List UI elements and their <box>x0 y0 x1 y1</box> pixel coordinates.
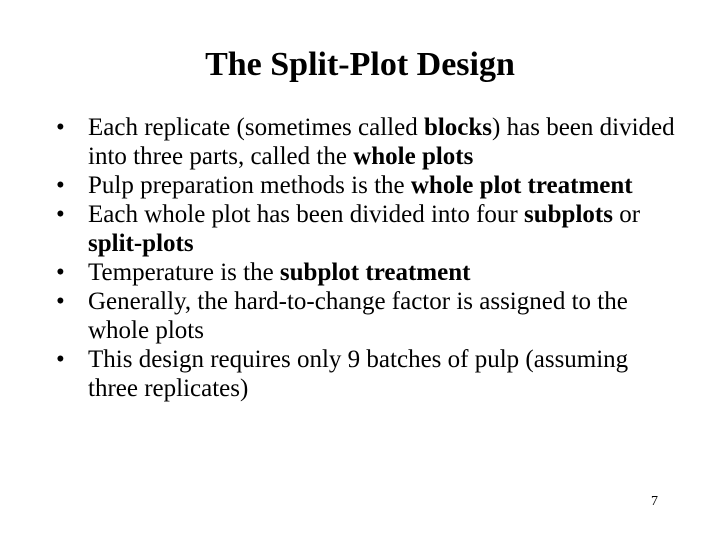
slide-title: The Split-Plot Design <box>205 46 515 83</box>
bullet-text: or <box>612 201 641 228</box>
bullet-bold-text: whole plot treatment <box>410 172 633 199</box>
bullet-text: This design requires only 9 batches of pulp (assuming three replicates) <box>88 346 629 402</box>
bullet-bold-text: subplots <box>524 201 613 228</box>
bullet-item <box>56 345 676 403</box>
bullet-dot: • <box>56 201 65 228</box>
bullet-text: Temperature is the <box>88 259 280 286</box>
bullet-text: Generally, the hard-to-change factor is assigned to the whole plots <box>88 288 628 344</box>
bullet-bold-text: subplot treatment <box>279 259 471 286</box>
bullet-item <box>56 200 676 258</box>
bullet-text: ) has been divided into three parts, called the <box>88 114 675 170</box>
bullet-dot: • <box>56 114 65 141</box>
bullet-item <box>56 258 676 287</box>
bullet-bold-text: split-plots <box>88 230 194 257</box>
bullet-bold-text: blocks <box>423 114 493 141</box>
bullet-item <box>56 171 676 200</box>
bullet-text: Each whole plot has been divided into four <box>88 201 524 228</box>
bullet-dot: • <box>56 288 65 315</box>
bullet-text: Pulp preparation methods is the <box>88 172 411 199</box>
bullet-dot: • <box>56 346 65 373</box>
bullet-item <box>56 287 676 345</box>
bullet-item <box>56 113 676 171</box>
bullet-dot: • <box>56 172 65 199</box>
bullet-text: Each replicate (sometimes called <box>88 114 424 141</box>
bullet-bold-text: whole plots <box>353 143 474 170</box>
bullet-list <box>56 113 676 403</box>
bullet-dot: • <box>56 259 65 286</box>
page-number: 7 <box>651 494 658 509</box>
